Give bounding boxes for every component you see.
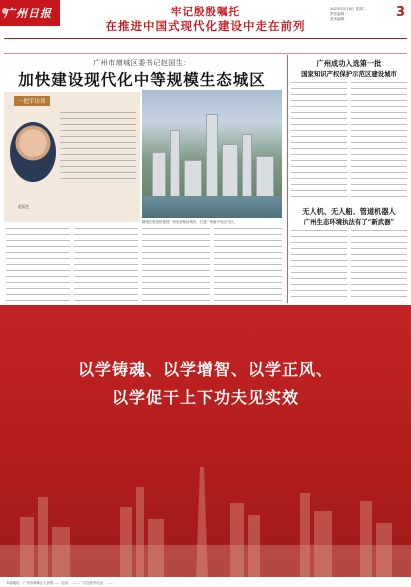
slogan-line-1: 牢记殷殷嘱托 [171,6,240,18]
right-article-1-col-1 [291,82,347,202]
article-column-2 [74,228,138,302]
right-article-2-col-2 [351,230,407,302]
right-article-2-col-1 [291,230,347,302]
right-headline-2-line-1: 无人机、无人船、管道机器人 [302,207,396,216]
propaganda-banner [0,305,411,577]
edition-date: 2023年5月8日 星期二 [330,7,367,11]
masthead-rule [4,38,407,39]
edition-meta [330,7,382,22]
right-headline-1-line-1: 广州成功入选第一批 [316,59,382,68]
portrait-photo [10,122,56,182]
newspaper-logo: 广州日报 [4,7,52,20]
right-headline-1-line-2: 国家知识产权保护示范区建设城市 [301,70,397,78]
slogan-line-2: 在推进中国式现代化建设中走在前列 [105,19,306,33]
page-number: 3 [395,5,405,20]
city-skyline-illustration [0,457,411,577]
portrait-caption: 赵国生 [18,204,30,209]
interview-tag: 一把手访谈 [14,96,50,106]
right-article-1-col-2 [351,82,407,202]
banner-line-2: 以学促干上下功夫见实效 [111,388,299,407]
page-footer: 本版地址：广州市海珠区人民路…… 电话：…… 广告经营许可证：…… [6,581,114,585]
lead-headline: 加快建设现代化中等规模生态城区 [18,70,266,89]
article-column-1 [6,228,70,302]
masthead [0,0,411,38]
edition-editor: 责任编辑： [330,12,348,16]
article-column-3 [142,228,210,302]
right-headline-2 [290,207,408,227]
lead-kicker: 广州市增城区委书记赵国生： [93,59,191,67]
photo-caption: 增城区将加快建设广州东部枢纽城市，打造广州新中央活力区。 [142,220,237,224]
right-headline-2-line-2: 广州生态环境执法有了“新武器” [303,218,395,226]
right-headline-1 [290,59,408,79]
interview-text-block [60,112,136,182]
banner-line-1: 以学铸魂、以学增智、以学正风、 [77,360,333,379]
interview-box [4,92,140,222]
edition-designer: 美术编辑： [330,17,348,21]
column-divider [287,55,288,303]
section-rule [4,53,407,54]
article-column-4 [214,228,282,302]
